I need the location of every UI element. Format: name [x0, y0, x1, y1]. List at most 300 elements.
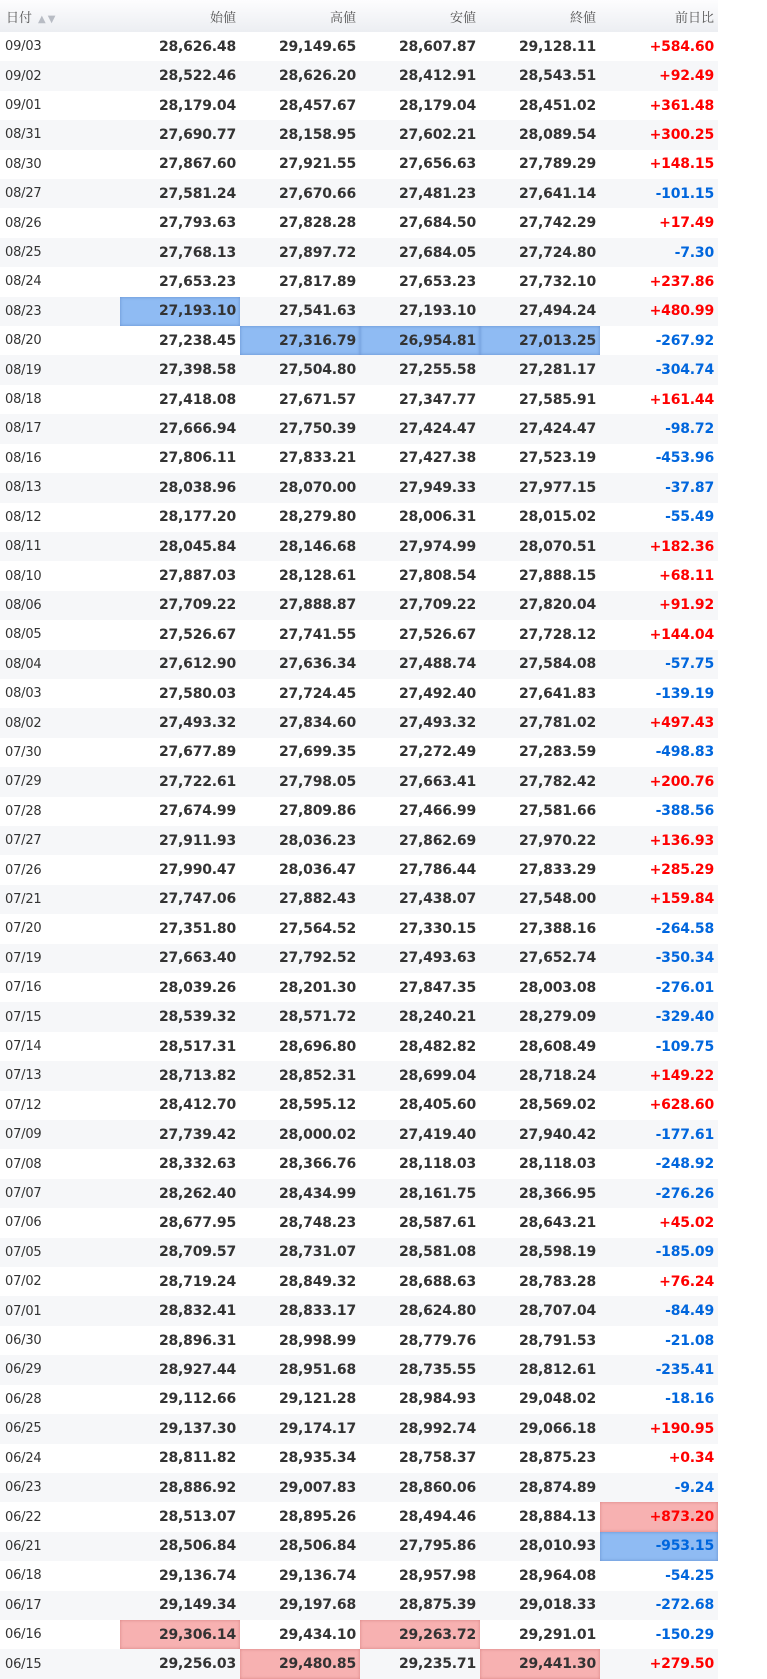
open-cell: 27,690.77: [120, 120, 240, 149]
table-row: [0, 708, 718, 737]
low-cell: 27,347.77: [398, 391, 476, 408]
date-cell: 08/24: [5, 274, 42, 290]
close-cell: 27,523.19: [518, 450, 596, 467]
high-cell: 27,817.89: [278, 273, 356, 290]
close-cell: 27,652.74: [480, 944, 600, 973]
open-cell: 27,653.23: [158, 273, 236, 290]
open-cell: 28,886.92: [120, 1473, 240, 1502]
open-cell: 28,719.24: [158, 1273, 236, 1290]
change-cell: -9.24: [600, 1473, 718, 1502]
table-row: [0, 473, 718, 502]
table-row: [0, 1032, 718, 1061]
table-row: [0, 973, 718, 1002]
low-cell: 27,862.69: [360, 826, 480, 855]
change-cell: -21.08: [665, 1332, 714, 1349]
open-cell: 27,493.32: [120, 708, 240, 737]
low-cell: 28,735.55: [360, 1355, 480, 1384]
change-cell: -18.16: [665, 1391, 714, 1408]
close-cell: 27,820.04: [480, 591, 600, 620]
open-cell: 28,677.95: [158, 1214, 236, 1231]
high-cell: 28,146.68: [240, 532, 360, 561]
low-cell: 27,427.38: [398, 450, 476, 467]
low-cell: 27,193.10: [360, 297, 480, 326]
change-cell: +161.44: [649, 391, 714, 408]
table-row: [0, 767, 718, 796]
table-row: [0, 855, 718, 884]
table-row: [0, 91, 718, 120]
sort-arrows-icon[interactable]: ▲▼: [38, 13, 58, 25]
open-cell: 29,136.74: [158, 1567, 236, 1584]
low-cell: 27,795.86: [360, 1532, 480, 1561]
open-cell: 28,539.32: [120, 1002, 240, 1031]
low-cell: 26,954.81: [360, 326, 480, 355]
change-cell: -329.40: [600, 1002, 718, 1031]
open-cell: 29,137.30: [120, 1414, 240, 1443]
high-cell: 27,564.52: [278, 920, 356, 937]
high-cell: 27,897.72: [240, 238, 360, 267]
table-row: [0, 1120, 718, 1149]
close-cell: 27,789.29: [518, 156, 596, 173]
table-body: [0, 32, 718, 1679]
open-cell: 27,990.47: [158, 862, 236, 879]
open-cell: 27,806.11: [158, 450, 236, 467]
open-cell: 27,238.45: [158, 332, 236, 349]
table-row: [0, 620, 718, 649]
close-cell: 28,366.95: [480, 1179, 600, 1208]
close-cell: 27,584.08: [480, 650, 600, 679]
high-cell: 28,158.95: [240, 120, 360, 149]
change-cell: -388.56: [655, 803, 714, 820]
date-cell: 08/30: [5, 156, 42, 172]
high-cell: 29,480.85: [240, 1649, 360, 1678]
column-header-close: 終値: [480, 0, 600, 32]
date-cell: 07/29: [0, 767, 120, 796]
low-cell: 27,492.40: [398, 685, 476, 702]
date-cell: 07/30: [5, 744, 42, 760]
change-cell: -267.92: [655, 332, 714, 349]
open-cell: 27,793.63: [158, 215, 236, 232]
open-cell: 28,262.40: [120, 1179, 240, 1208]
low-cell: 27,419.40: [360, 1120, 480, 1149]
date-cell: 08/27: [0, 179, 120, 208]
high-cell: 28,935.34: [278, 1450, 356, 1467]
change-cell: +76.24: [659, 1273, 714, 1290]
change-cell: -84.49: [600, 1296, 718, 1325]
change-cell: +497.43: [600, 708, 718, 737]
open-cell: 27,663.40: [120, 944, 240, 973]
table-row: [0, 679, 718, 708]
table-row: [0, 179, 718, 208]
close-cell: 28,015.02: [518, 509, 596, 526]
date-cell: 07/13: [0, 1061, 120, 1090]
table-row: [0, 385, 718, 414]
close-cell: 29,048.02: [518, 1391, 596, 1408]
close-cell: 27,581.66: [518, 803, 596, 820]
low-cell: 28,779.76: [398, 1332, 476, 1349]
close-cell: 27,940.42: [480, 1120, 600, 1149]
close-cell: 27,424.47: [480, 414, 600, 443]
high-cell: 27,809.86: [278, 803, 356, 820]
date-cell: 07/20: [5, 921, 42, 937]
low-cell: 27,493.32: [360, 708, 480, 737]
close-cell: 29,018.33: [480, 1591, 600, 1620]
high-cell: 28,279.80: [278, 509, 356, 526]
date-cell: 06/23: [0, 1473, 120, 1502]
open-cell: 28,332.63: [158, 1156, 236, 1173]
low-cell: 27,808.54: [398, 568, 476, 585]
date-cell: 06/24: [5, 1450, 42, 1466]
column-header-change: 前日比: [600, 0, 718, 32]
close-cell: 27,781.02: [480, 708, 600, 737]
open-cell: 28,927.44: [120, 1355, 240, 1384]
table-row: [0, 944, 718, 973]
low-cell: 27,786.44: [398, 862, 476, 879]
close-cell: 28,884.13: [518, 1509, 596, 1526]
table-row: [0, 1208, 718, 1237]
change-cell: -276.01: [655, 979, 714, 996]
high-cell: 29,197.68: [240, 1591, 360, 1620]
close-cell: 27,724.80: [480, 238, 600, 267]
date-cell: 06/15: [0, 1649, 120, 1678]
date-cell: 06/21: [0, 1532, 120, 1561]
date-cell: 07/07: [0, 1179, 120, 1208]
open-cell: 27,722.61: [120, 767, 240, 796]
low-cell: 27,488.74: [360, 650, 480, 679]
date-cell: 07/02: [5, 1274, 42, 1290]
open-cell: 28,412.70: [158, 1097, 236, 1114]
high-cell: 28,457.67: [278, 97, 356, 114]
date-cell: 08/19: [0, 355, 120, 384]
table-row: [0, 591, 718, 620]
low-cell: 27,656.63: [398, 156, 476, 173]
change-cell: +873.20: [600, 1502, 718, 1531]
close-cell: 27,494.24: [480, 297, 600, 326]
table-row: [0, 1002, 718, 1031]
high-cell: 28,571.72: [240, 1002, 360, 1031]
table-row: [0, 120, 718, 149]
date-cell: 08/26: [5, 215, 42, 231]
table-row: [0, 267, 718, 296]
high-cell: 28,748.23: [278, 1214, 356, 1231]
open-cell: 28,177.20: [158, 509, 236, 526]
close-cell: 27,728.12: [518, 626, 596, 643]
close-cell: 28,718.24: [480, 1061, 600, 1090]
close-cell: 27,977.15: [480, 473, 600, 502]
high-cell: 27,316.79: [240, 326, 360, 355]
table-row: [0, 444, 718, 473]
change-cell: -953.15: [600, 1532, 718, 1561]
close-cell: 28,964.08: [518, 1567, 596, 1584]
change-cell: +91.92: [600, 591, 718, 620]
close-cell: 28,812.61: [480, 1355, 600, 1384]
low-cell: 28,118.03: [398, 1156, 476, 1173]
change-cell: +68.11: [659, 568, 714, 585]
high-cell: 29,121.28: [278, 1391, 356, 1408]
close-cell: 29,291.01: [518, 1626, 596, 1643]
table-header-row: [0, 0, 718, 32]
date-cell: 08/23: [0, 297, 120, 326]
change-cell: +237.86: [649, 273, 714, 290]
change-cell: +0.34: [668, 1450, 714, 1467]
column-header-low: 安値: [360, 0, 480, 32]
open-cell: 27,580.03: [158, 685, 236, 702]
high-cell: 29,136.74: [278, 1567, 356, 1584]
close-cell: 27,888.15: [518, 568, 596, 585]
low-cell: 27,709.22: [360, 591, 480, 620]
open-cell: 28,045.84: [120, 532, 240, 561]
date-cell: 07/27: [0, 826, 120, 855]
date-cell: 08/17: [0, 414, 120, 443]
date-cell: 07/28: [5, 803, 42, 819]
open-cell: 27,747.06: [120, 885, 240, 914]
high-cell: 28,070.00: [240, 473, 360, 502]
close-cell: 28,003.08: [518, 979, 596, 996]
low-cell: 27,949.33: [360, 473, 480, 502]
low-cell: 28,875.39: [360, 1591, 480, 1620]
date-cell: 06/30: [5, 1333, 42, 1349]
table-row: [0, 1591, 718, 1620]
close-cell: 28,543.51: [480, 61, 600, 90]
open-cell: 28,039.26: [158, 979, 236, 996]
high-cell: 27,833.21: [278, 450, 356, 467]
close-cell: 27,388.16: [518, 920, 596, 937]
high-cell: 27,828.28: [278, 215, 356, 232]
close-cell: 27,641.14: [480, 179, 600, 208]
table-row: [0, 414, 718, 443]
table-row: [0, 1061, 718, 1090]
high-cell: 28,852.31: [240, 1061, 360, 1090]
low-cell: 29,263.72: [360, 1620, 480, 1649]
close-cell: 29,066.18: [480, 1414, 600, 1443]
open-cell: 27,911.93: [120, 826, 240, 855]
change-cell: -57.75: [600, 650, 718, 679]
close-cell: 27,732.10: [518, 273, 596, 290]
table-row: [0, 1649, 718, 1678]
low-cell: 28,581.08: [360, 1238, 480, 1267]
low-cell: 27,974.99: [360, 532, 480, 561]
change-cell: -264.58: [655, 920, 714, 937]
open-cell: 28,713.82: [120, 1061, 240, 1090]
open-cell: 27,418.08: [158, 391, 236, 408]
change-cell: -350.34: [600, 944, 718, 973]
open-cell: 29,112.66: [158, 1391, 236, 1408]
low-cell: 27,438.07: [360, 885, 480, 914]
change-cell: +190.95: [600, 1414, 718, 1443]
open-cell: 27,526.67: [158, 626, 236, 643]
high-cell: 28,951.68: [240, 1355, 360, 1384]
date-cell: 09/02: [0, 61, 120, 90]
high-cell: 28,895.26: [278, 1509, 356, 1526]
open-cell: 29,306.14: [120, 1620, 240, 1649]
table-row: [0, 355, 718, 384]
high-cell: 28,366.76: [278, 1156, 356, 1173]
table-row: [0, 1620, 718, 1649]
high-cell: 29,149.65: [278, 38, 356, 55]
date-cell: 08/16: [5, 450, 42, 466]
high-cell: 27,670.66: [240, 179, 360, 208]
high-cell: 29,174.17: [240, 1414, 360, 1443]
low-cell: 28,688.63: [398, 1273, 476, 1290]
low-cell: 27,847.35: [398, 979, 476, 996]
open-cell: 27,739.42: [120, 1120, 240, 1149]
table-row: [0, 1091, 718, 1120]
date-cell: 07/26: [5, 862, 42, 878]
open-cell: 27,193.10: [120, 297, 240, 326]
change-cell: +144.04: [649, 626, 714, 643]
table-row: [0, 1444, 718, 1473]
date-cell: 07/14: [5, 1039, 42, 1055]
close-cell: 28,791.53: [518, 1332, 596, 1349]
low-cell: 28,957.98: [398, 1567, 476, 1584]
date-cell: 08/06: [0, 591, 120, 620]
high-cell: 27,699.35: [278, 744, 356, 761]
date-cell: 07/08: [5, 1156, 42, 1172]
low-cell: 28,006.31: [398, 509, 476, 526]
low-cell: 28,240.21: [360, 1002, 480, 1031]
low-cell: 28,624.80: [360, 1296, 480, 1325]
low-cell: 27,255.58: [360, 355, 480, 384]
table-row: [0, 1238, 718, 1267]
high-cell: 27,921.55: [278, 156, 356, 173]
low-cell: 28,860.06: [360, 1473, 480, 1502]
change-cell: +182.36: [600, 532, 718, 561]
change-cell: -185.09: [600, 1238, 718, 1267]
high-cell: 27,741.55: [278, 626, 356, 643]
close-cell: 28,874.89: [480, 1473, 600, 1502]
high-cell: 27,750.39: [240, 414, 360, 443]
close-cell: 28,608.49: [518, 1038, 596, 1055]
date-cell: 08/12: [5, 509, 42, 525]
open-cell: 28,626.48: [158, 38, 236, 55]
high-cell: 28,036.47: [278, 862, 356, 879]
table-row: [0, 297, 718, 326]
change-cell: +628.60: [649, 1097, 714, 1114]
date-cell: 08/05: [5, 627, 42, 643]
date-cell: 09/01: [5, 98, 42, 114]
close-cell: 27,283.59: [518, 744, 596, 761]
table-row: [0, 1149, 718, 1178]
low-cell: 28,482.82: [398, 1038, 476, 1055]
change-cell: -101.15: [600, 179, 718, 208]
open-cell: 28,709.57: [120, 1238, 240, 1267]
change-cell: -304.74: [600, 355, 718, 384]
table-row: [0, 914, 718, 943]
table-row: [0, 150, 718, 179]
open-cell: 28,811.82: [158, 1450, 236, 1467]
high-cell: 28,000.02: [240, 1120, 360, 1149]
close-cell: 28,875.23: [518, 1450, 596, 1467]
table-row: [0, 1179, 718, 1208]
change-cell: +279.50: [600, 1649, 718, 1678]
low-cell: 27,663.41: [360, 767, 480, 796]
open-cell: 27,677.89: [158, 744, 236, 761]
open-cell: 27,398.58: [120, 355, 240, 384]
date-cell: 06/28: [5, 1391, 42, 1407]
date-cell: 08/13: [0, 473, 120, 502]
low-cell: 27,684.05: [360, 238, 480, 267]
close-cell: 29,128.11: [518, 38, 596, 55]
low-cell: 27,481.23: [360, 179, 480, 208]
change-cell: -109.75: [655, 1038, 714, 1055]
high-cell: 27,798.05: [240, 767, 360, 796]
high-cell: 27,724.45: [278, 685, 356, 702]
change-cell: -498.83: [655, 744, 714, 761]
table-row: [0, 61, 718, 90]
date-cell: 08/31: [0, 120, 120, 149]
close-cell: 28,089.54: [480, 120, 600, 149]
open-cell: 27,612.90: [120, 650, 240, 679]
date-cell: 08/25: [0, 238, 120, 267]
table-row: [0, 1561, 718, 1590]
close-cell: 27,970.22: [480, 826, 600, 855]
column-header-date[interactable]: [0, 0, 120, 32]
open-cell: 28,179.04: [158, 97, 236, 114]
date-cell: 08/02: [0, 708, 120, 737]
close-cell: 28,783.28: [518, 1273, 596, 1290]
low-cell: 28,699.04: [360, 1061, 480, 1090]
open-cell: 29,256.03: [120, 1649, 240, 1678]
high-cell: 28,626.20: [240, 61, 360, 90]
open-cell: 28,832.41: [120, 1296, 240, 1325]
change-cell: +200.76: [600, 767, 718, 796]
high-cell: 27,541.63: [240, 297, 360, 326]
high-cell: 27,882.43: [240, 885, 360, 914]
low-cell: 27,272.49: [398, 744, 476, 761]
table-row: [0, 826, 718, 855]
close-cell: 28,707.04: [480, 1296, 600, 1325]
close-cell: 28,451.02: [518, 97, 596, 114]
change-cell: +45.02: [659, 1214, 714, 1231]
open-cell: 27,666.94: [120, 414, 240, 443]
table-row: [0, 1385, 718, 1414]
table-row: [0, 503, 718, 532]
low-cell: 27,330.15: [398, 920, 476, 937]
table-row: [0, 650, 718, 679]
close-cell: 29,441.30: [480, 1649, 600, 1678]
close-cell: 28,118.03: [518, 1156, 596, 1173]
change-cell: -276.26: [600, 1179, 718, 1208]
low-cell: 28,494.46: [398, 1509, 476, 1526]
table-row: [0, 238, 718, 267]
open-cell: 27,351.80: [158, 920, 236, 937]
date-cell: 06/16: [5, 1627, 42, 1643]
open-cell: 27,709.22: [120, 591, 240, 620]
change-cell: -235.41: [600, 1355, 718, 1384]
low-cell: 27,653.23: [398, 273, 476, 290]
high-cell: 27,834.60: [240, 708, 360, 737]
low-cell: 28,992.74: [360, 1414, 480, 1443]
low-cell: 28,405.60: [398, 1097, 476, 1114]
change-cell: -54.25: [665, 1567, 714, 1584]
date-cell: 08/18: [5, 392, 42, 408]
table-row: [0, 326, 718, 355]
date-cell: 08/20: [5, 333, 42, 349]
close-cell: 28,569.02: [518, 1097, 596, 1114]
table-row: [0, 1296, 718, 1325]
low-cell: 29,235.71: [360, 1649, 480, 1678]
date-cell: 07/01: [0, 1296, 120, 1325]
high-cell: 28,833.17: [240, 1296, 360, 1325]
close-cell: 27,833.29: [518, 862, 596, 879]
close-cell: 27,742.29: [518, 215, 596, 232]
low-cell: 28,587.61: [398, 1214, 476, 1231]
date-cell: 07/19: [0, 944, 120, 973]
low-cell: 27,526.67: [398, 626, 476, 643]
table-row: [0, 797, 718, 826]
change-cell: -453.96: [655, 450, 714, 467]
high-cell: 29,007.83: [240, 1473, 360, 1502]
change-cell: -272.68: [600, 1591, 718, 1620]
